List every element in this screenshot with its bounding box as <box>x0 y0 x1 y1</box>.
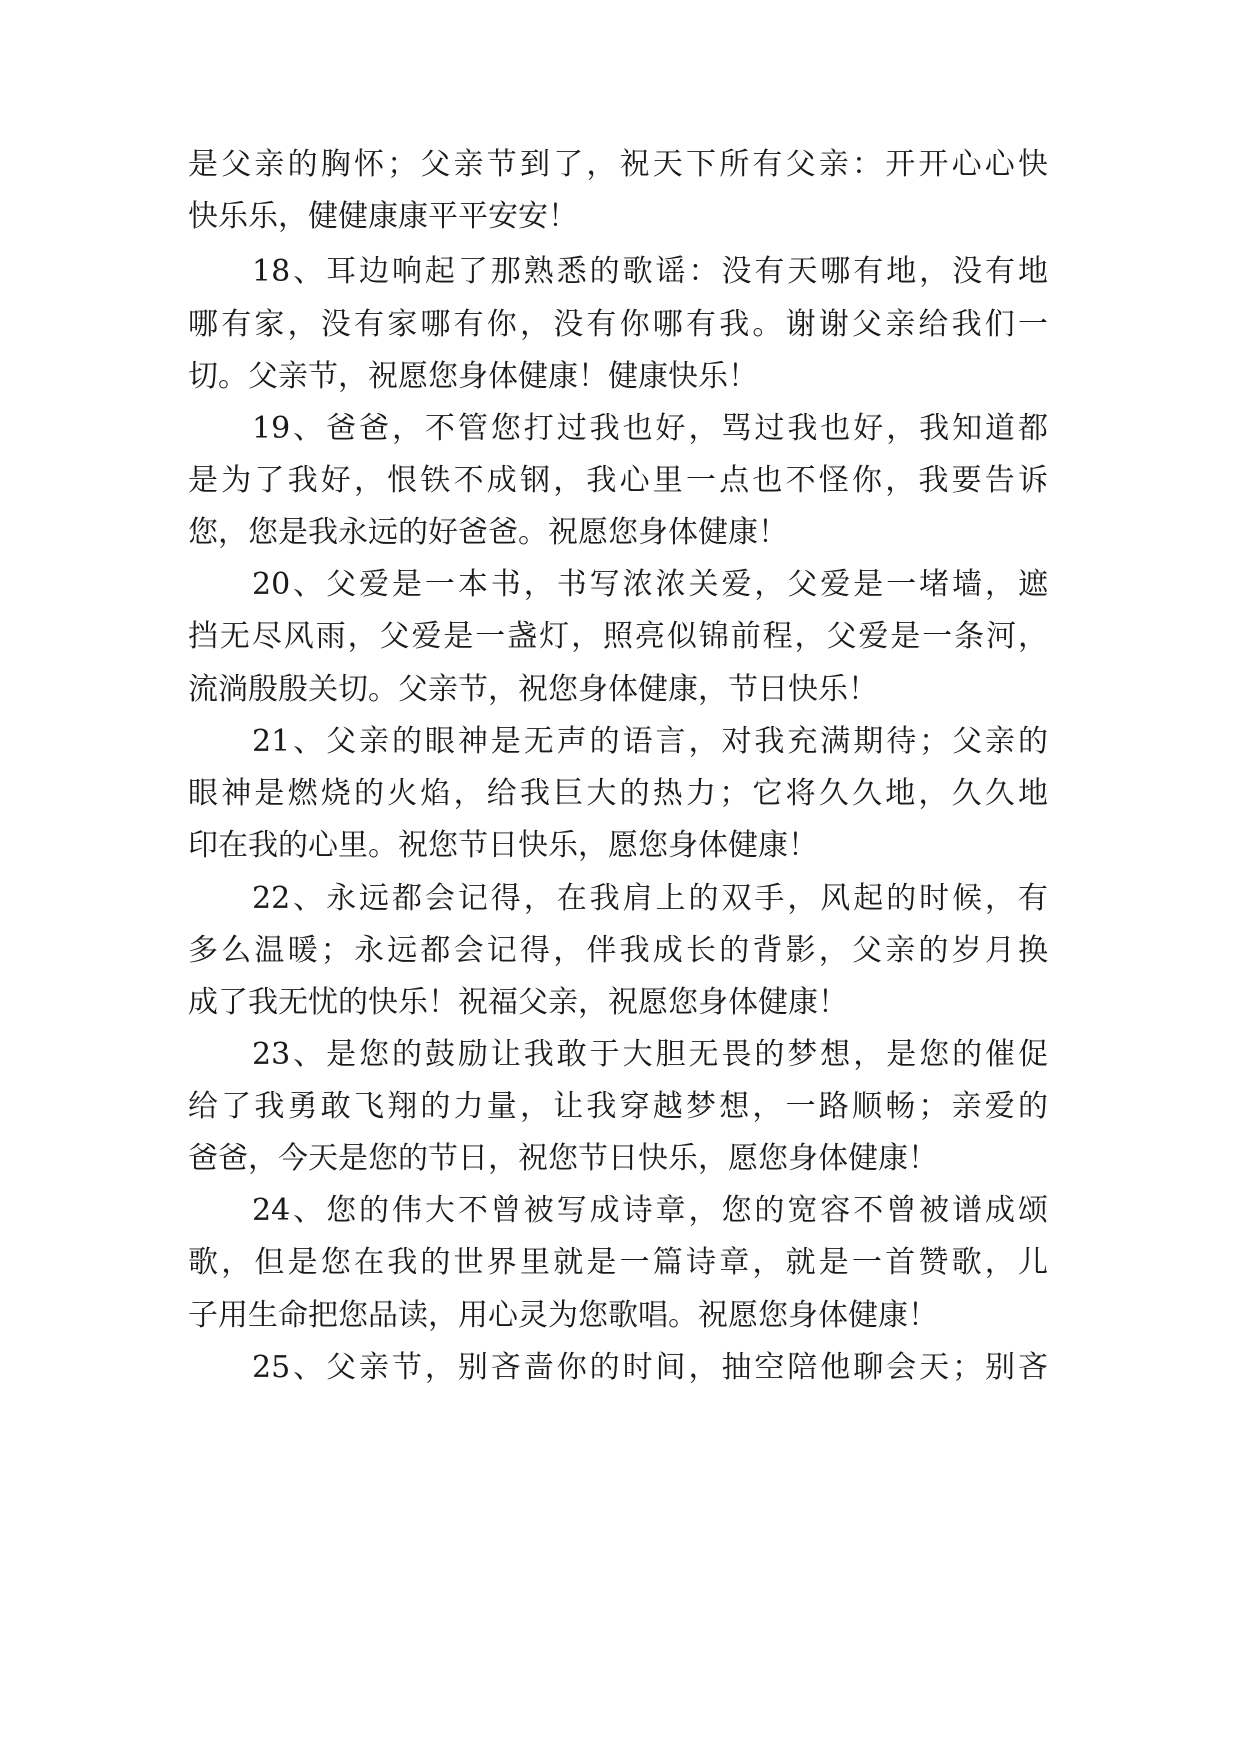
text-line: 爸爸，今天是您的节日，祝您节日快乐，愿您身体健康！ <box>188 1141 938 1176</box>
paragraph-25-line: 25、父亲节，别吝啬你的时间，抽空陪他聊会天；别吝 <box>252 1350 1048 1385</box>
paragraph-20-line: 20、父爱是一本书，书写浓浓关爱，父爱是一堵墙，遮 <box>252 567 1048 602</box>
text-line: 切。父亲节，祝愿您身体健康！健康快乐！ <box>188 359 758 394</box>
text-line: 多么温暖；永远都会记得，伴我成长的背影，父亲的岁月换 <box>188 933 1048 968</box>
paragraph-24-line: 24、您的伟大不曾被写成诗章，您的宽容不曾被谱成颂 <box>252 1193 1048 1228</box>
text-line: 哪有家，没有家哪有你，没有你哪有我。谢谢父亲给我们一 <box>188 307 1048 342</box>
text-line: 成了我无忧的快乐！祝福父亲，祝愿您身体健康！ <box>188 985 848 1020</box>
paragraph-19-line: 19、爸爸，不管您打过我也好，骂过我也好，我知道都 <box>252 411 1048 446</box>
text-line: 是父亲的胸怀；父亲节到了，祝天下所有父亲：开开心心快 <box>188 147 1048 182</box>
text-line: 挡无尽风雨，父爱是一盏灯，照亮似锦前程，父爱是一条河， <box>188 619 1048 654</box>
text-line: 印在我的心里。祝您节日快乐，愿您身体健康！ <box>188 828 818 863</box>
paragraph-23-line: 23、是您的鼓励让我敢于大胆无畏的梦想，是您的催促 <box>252 1037 1048 1072</box>
text-line: 快乐乐，健健康康平平安安！ <box>188 199 578 234</box>
text-line: 子用生命把您品读，用心灵为您歌唱。祝愿您身体健康！ <box>188 1298 938 1333</box>
text-line: 是为了我好，恨铁不成钢，我心里一点也不怪你，我要告诉 <box>188 463 1048 498</box>
text-line: 流淌殷殷关切。父亲节，祝您身体健康，节日快乐！ <box>188 672 878 707</box>
paragraph-22-line: 22、永远都会记得，在我肩上的双手，风起的时候，有 <box>252 881 1048 916</box>
text-line: 您，您是我永远的好爸爸。祝愿您身体健康！ <box>188 515 788 550</box>
paragraph-21-line: 21、父亲的眼神是无声的语言，对我充满期待；父亲的 <box>252 724 1048 759</box>
text-line: 给了我勇敢飞翔的力量，让我穿越梦想，一路顺畅；亲爱的 <box>188 1089 1048 1124</box>
text-line: 歌，但是您在我的世界里就是一篇诗章，就是一首赞歌，儿 <box>188 1245 1048 1280</box>
text-line: 眼神是燃烧的火焰，给我巨大的热力；它将久久地，久久地 <box>188 776 1048 811</box>
paragraph-18-line: 18、耳边响起了那熟悉的歌谣：没有天哪有地，没有地 <box>252 254 1048 289</box>
